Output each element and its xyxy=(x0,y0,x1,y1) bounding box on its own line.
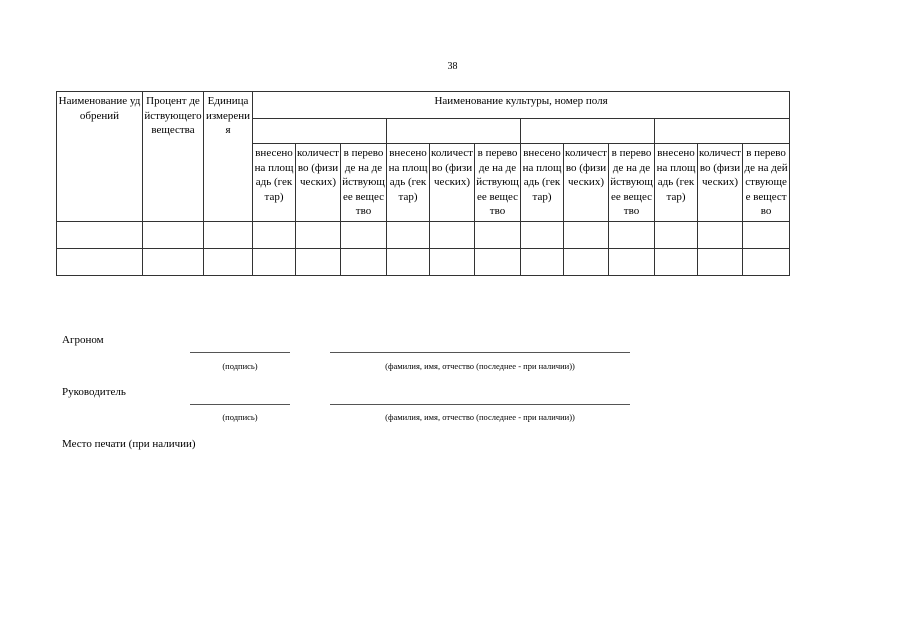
agronomist-signature-line xyxy=(190,352,290,353)
header-unit: Единица измерения xyxy=(204,92,253,222)
header-active-percent: Процент действующего вещества xyxy=(143,92,204,222)
header-culture: Наименование культуры, номер поля xyxy=(253,92,790,119)
sub-applied: внесено на площадь (гектар) xyxy=(655,144,698,222)
sub-applied: внесено на площадь (гектар) xyxy=(253,144,296,222)
sub-applied: внесено на площадь (гектар) xyxy=(521,144,564,222)
sub-quantity: количество (физических) xyxy=(564,144,609,222)
sub-active: в переводе на действующее вещество xyxy=(609,144,655,222)
culture-cell-2 xyxy=(387,119,521,144)
table-row xyxy=(57,248,790,275)
stamp-place: Место печати (при наличии) xyxy=(62,438,196,450)
sub-quantity: количество (физических) xyxy=(430,144,475,222)
agronomist-label: Агроном xyxy=(62,334,104,346)
sub-quantity: количество (физических) xyxy=(698,144,743,222)
culture-cell-1 xyxy=(253,119,387,144)
director-signature-hint: (подпись) xyxy=(222,412,258,422)
culture-cell-3 xyxy=(521,119,655,144)
sub-active: в переводе на действующее вещество xyxy=(341,144,387,222)
table-row xyxy=(57,221,790,248)
sub-active: в переводе на действующее вещество xyxy=(475,144,521,222)
sub-active: в переводе на действующее вещество xyxy=(743,144,790,222)
director-signature-line xyxy=(190,404,290,405)
agronomist-name-hint: (фамилия, имя, отчество (последнее - при наличии)) xyxy=(385,361,575,371)
sub-applied: внесено на площадь (гектар) xyxy=(387,144,430,222)
fertilizer-table xyxy=(56,91,790,276)
page-number: 38 xyxy=(447,61,458,72)
agronomist-signature-hint: (подпись) xyxy=(222,361,258,371)
agronomist-name-line xyxy=(330,352,630,353)
director-label: Руководитель xyxy=(62,386,126,398)
director-name-hint: (фамилия, имя, отчество (последнее - при наличии)) xyxy=(385,412,575,422)
director-name-line xyxy=(330,404,630,405)
sub-quantity: количество (физических) xyxy=(296,144,341,222)
culture-cell-4 xyxy=(655,119,790,144)
header-fertilizer-name: Наименование удобрений xyxy=(57,92,143,222)
